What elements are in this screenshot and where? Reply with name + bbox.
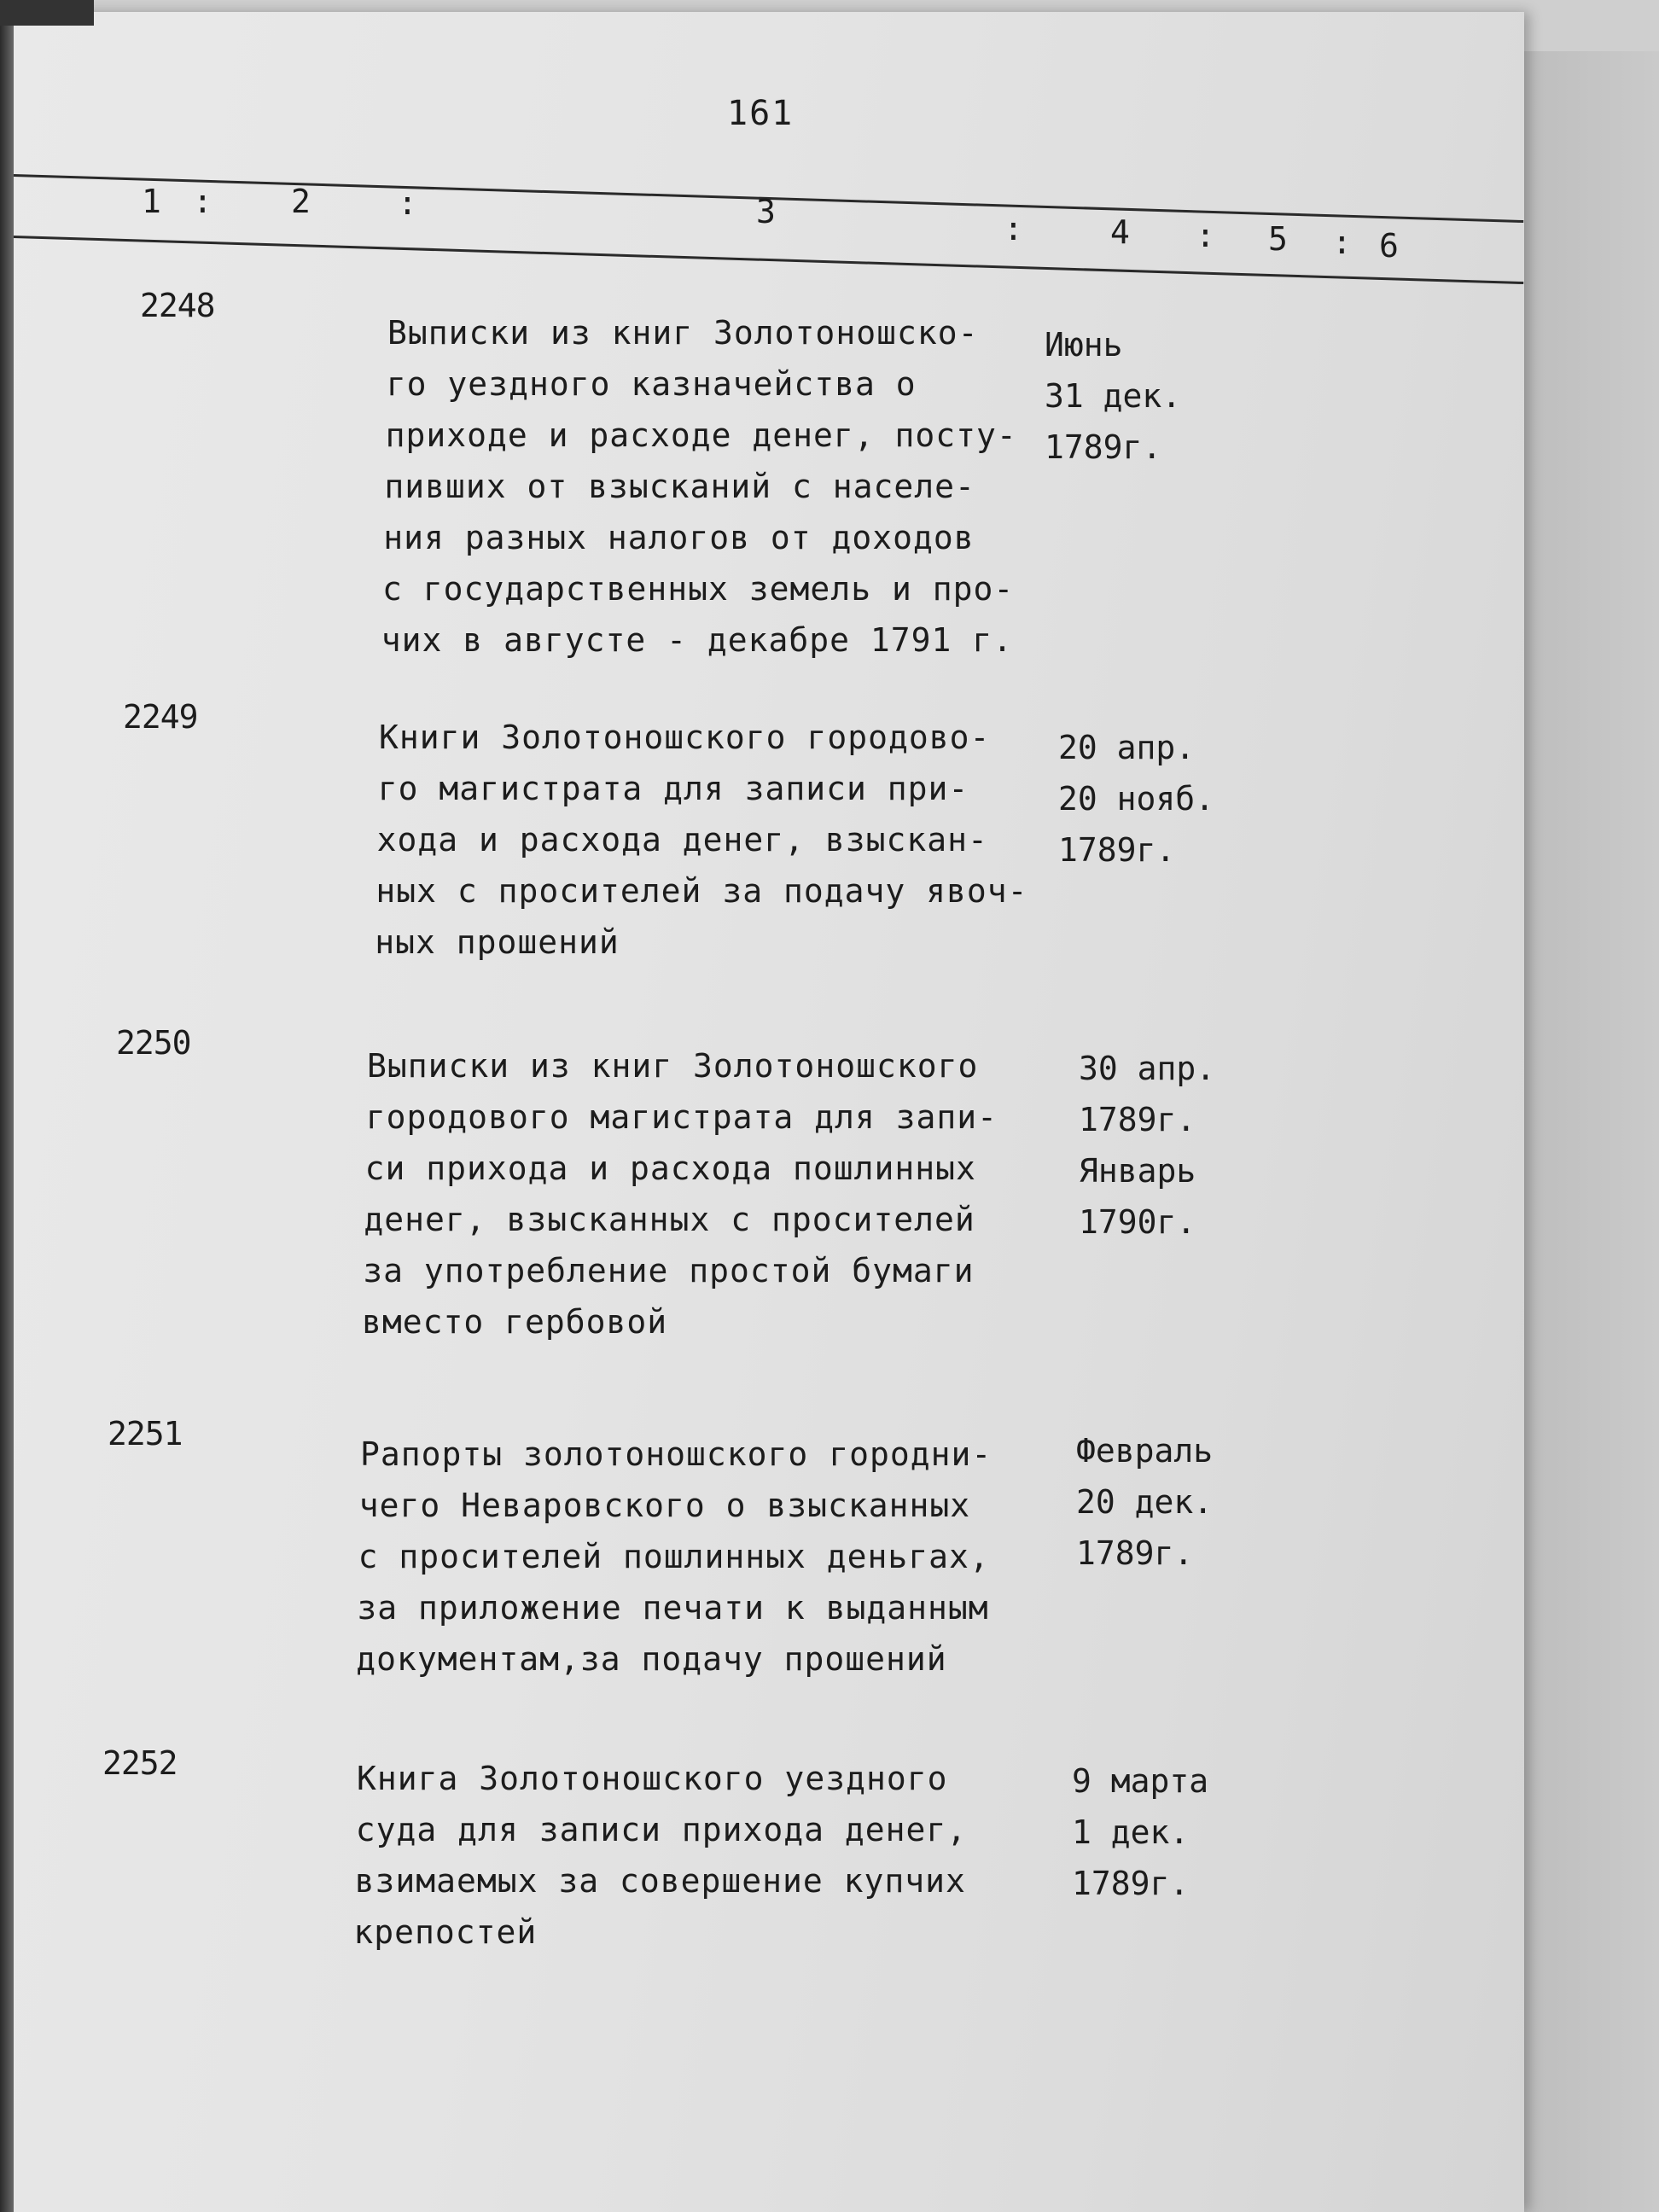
entry-number: 2248 bbox=[140, 287, 215, 324]
entry-description-line: денег, взысканных с просителей bbox=[364, 1201, 975, 1238]
column-header-6: 6 bbox=[1379, 227, 1399, 265]
entry-description-line: с просителей пошлинных деньгах, bbox=[358, 1538, 990, 1575]
entry-description-line: Выписки из книг Золотоношско- bbox=[387, 314, 979, 352]
entry-number: 2252 bbox=[102, 1744, 178, 1782]
entry-description-line: Выписки из книг Золотоношского bbox=[367, 1047, 979, 1085]
page-number: 161 bbox=[727, 94, 795, 133]
corner-shadow bbox=[0, 0, 94, 26]
entry-date-line: 20 нояб. bbox=[1058, 780, 1215, 818]
column-header-4: 4 bbox=[1110, 213, 1130, 251]
entry-description-line: взимаемых за совершение купчих bbox=[354, 1862, 966, 1900]
column-header-3: 3 bbox=[756, 193, 776, 230]
entry-date-line: 1789г. bbox=[1058, 831, 1176, 869]
underlying-page bbox=[1519, 51, 1659, 2212]
header-rule-bottom bbox=[14, 236, 1523, 284]
entry-description-line: Рапорты золотоношского городни- bbox=[360, 1435, 992, 1473]
entry-description-line: крепостей bbox=[353, 1913, 538, 1951]
column-separator: : bbox=[193, 183, 212, 220]
entry-number: 2250 bbox=[116, 1024, 191, 1062]
document-sheet bbox=[14, 12, 1524, 2212]
entry-description-line: документам,за подачу прошений bbox=[356, 1640, 947, 1678]
column-separator: : bbox=[1332, 224, 1352, 261]
entry-description-line: приходе и расходе денег, посту- bbox=[385, 416, 1017, 454]
entry-date-line: Январь bbox=[1079, 1152, 1196, 1190]
entry-date-line: 9 марта bbox=[1072, 1762, 1209, 1800]
entry-date-line: 31 дек. bbox=[1045, 377, 1182, 415]
column-header-5: 5 bbox=[1268, 220, 1288, 258]
entry-description-line: хода и расхода денег, взыскан- bbox=[376, 821, 988, 859]
entry-date-line: 30 апр. bbox=[1079, 1050, 1216, 1087]
column-separator: : bbox=[398, 184, 417, 222]
entry-number: 2251 bbox=[108, 1415, 183, 1452]
entry-date-line: 20 апр. bbox=[1058, 729, 1196, 766]
entry-date-line: Июнь bbox=[1045, 326, 1123, 364]
entry-description-line: ных с просителей за подачу явоч- bbox=[375, 872, 1028, 910]
column-header-1: 1 bbox=[142, 183, 161, 220]
entry-description-line: си прихода и расхода пошлинных bbox=[364, 1150, 976, 1187]
column-separator: : bbox=[1004, 210, 1023, 247]
entry-description-line: чих в августе - декабре 1791 г. bbox=[381, 621, 1014, 659]
entry-date-line: Февраль bbox=[1076, 1432, 1214, 1470]
entry-description-line: го магистрата для записи при- bbox=[377, 770, 969, 807]
entry-date-line: 1 дек. bbox=[1072, 1813, 1190, 1851]
entry-date-line: 1789г. bbox=[1072, 1865, 1190, 1902]
binding-edge bbox=[0, 0, 14, 2212]
entry-description-line: за употребление простой бумаги bbox=[363, 1252, 975, 1289]
entry-number: 2249 bbox=[123, 698, 198, 736]
entry-description-line: Книги Золотоношского городово- bbox=[379, 719, 991, 756]
entry-description-line: Книга Золотоношского уездного bbox=[357, 1760, 948, 1797]
entry-description-line: вместо гербовой bbox=[362, 1303, 668, 1341]
entry-description-line: городового магистрата для запи- bbox=[365, 1098, 998, 1136]
entry-description-line: чего Неваровского о взысканных bbox=[358, 1487, 971, 1524]
entry-description-line: с государственных земель и про- bbox=[382, 570, 1015, 608]
entry-date-line: 1790г. bbox=[1079, 1203, 1196, 1241]
entry-description-line: за приложение печати к выданным bbox=[357, 1589, 989, 1627]
entry-date-line: 1789г. bbox=[1045, 428, 1162, 466]
entry-date-line: 1789г. bbox=[1076, 1534, 1194, 1572]
entry-date-line: 20 дек. bbox=[1076, 1483, 1214, 1521]
column-separator: : bbox=[1196, 217, 1215, 254]
column-header-2: 2 bbox=[291, 183, 311, 220]
entry-description-line: пивших от взысканий с населе- bbox=[384, 468, 975, 505]
entry-description-line: ных прошений bbox=[375, 923, 620, 961]
entry-description-line: ния разных налогов от доходов bbox=[383, 519, 975, 556]
entry-date-line: 1789г. bbox=[1079, 1101, 1196, 1138]
entry-description-line: го уездного казначейства о bbox=[386, 365, 917, 403]
entry-description-line: суда для записи прихода денег, bbox=[355, 1811, 968, 1848]
